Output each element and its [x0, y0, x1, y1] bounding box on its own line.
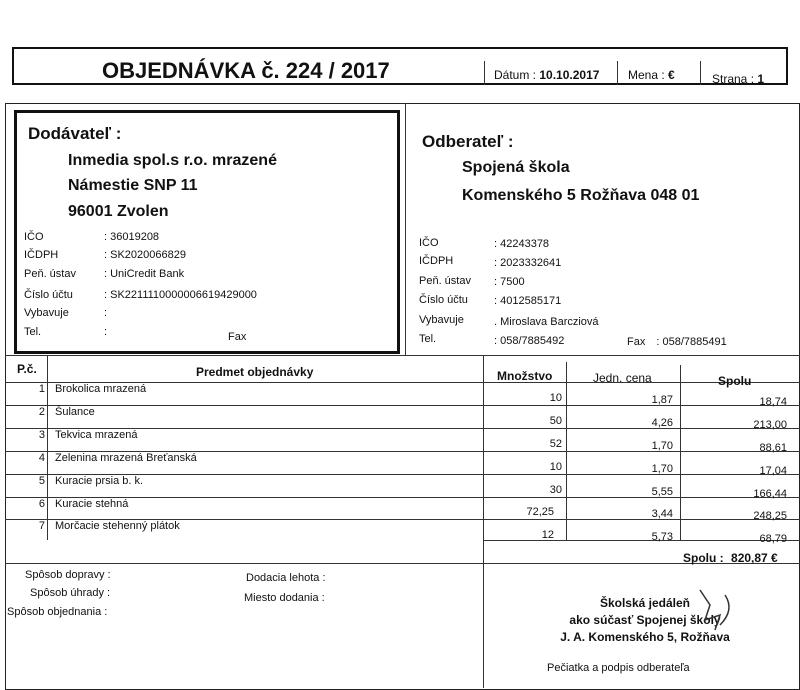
page-title: OBJEDNÁVKA č. 224 / 2017: [102, 58, 390, 83]
buyer-fax-label: Fax: [627, 336, 646, 348]
buyer-handler-label: Vybavuje: [419, 314, 464, 326]
supplier-handler-value: :: [104, 307, 108, 319]
stamp-caption: Pečiatka a podpis odberateľa: [547, 662, 690, 674]
supplier-city: 96001 Zvolen: [68, 203, 169, 220]
buyer-fax-value: : 058/7885491: [656, 336, 727, 348]
grand-total-label: Spolu :: [683, 551, 724, 565]
supplier-icdph-label: IČDPH: [24, 249, 59, 261]
stamp-line-2: ako súčasť Spojenej školy: [569, 613, 721, 627]
col-header-total: Spolu: [718, 374, 752, 388]
buyer-fax: [627, 336, 727, 348]
row-7-qty: 12: [541, 529, 554, 541]
supplier-phone-label: Tel.: [24, 326, 42, 338]
row-7-total: 68,79: [759, 533, 787, 545]
supplier-handler-label: Vybavuje: [24, 307, 69, 319]
buyer-phone-label: Tel.: [419, 333, 437, 345]
supplier-fax-label: Fax: [228, 331, 247, 343]
transport-method: Spôsob dopravy :: [25, 569, 111, 581]
row-1-qty: 10: [549, 392, 562, 404]
row-6-price: 3,44: [651, 508, 673, 520]
row-2-total: 213,00: [753, 419, 787, 431]
page-number-label: Strana :: [712, 72, 755, 86]
buyer-ico-value: : 42243378: [494, 238, 550, 250]
row-5-total: 166,44: [753, 488, 787, 500]
row-1-price: 1,87: [651, 394, 673, 406]
buyer-name: Spojená škola: [462, 159, 570, 176]
row-6-item: Kuracie stehná: [55, 498, 129, 510]
row-4-item: Zelenina mrazená Breťanská: [55, 452, 197, 464]
row-2-item: Šulance: [55, 406, 95, 418]
supplier-name: Inmedia spol.s r.o. mrazené: [68, 152, 277, 169]
grand-total: [683, 551, 778, 565]
row-1-item: Brokolica mrazená: [55, 383, 147, 395]
supplier-account-label: Číslo účtu: [24, 289, 73, 301]
buyer-phone-value: : 058/7885492: [494, 335, 565, 347]
row-7-num: 7: [38, 520, 45, 532]
buyer-bank-value: : 7500: [494, 276, 525, 288]
row-1-num: 1: [38, 383, 45, 395]
row-5-qty: 30: [549, 484, 562, 496]
row-4-total: 17,04: [759, 465, 787, 477]
currency-label: Mena :: [628, 68, 665, 82]
supplier-street: Námestie SNP 11: [68, 177, 198, 194]
delivery-place: Miesto dodania :: [244, 592, 325, 604]
supplier-box: [14, 110, 400, 354]
supplier-bank-value: : UniCredit Bank: [104, 268, 185, 280]
row-6-num: 6: [38, 498, 45, 510]
supplier-phone-value: :: [104, 326, 108, 338]
row-3-num: 3: [38, 429, 45, 441]
buyer-account-label: Číslo účtu: [419, 294, 468, 306]
stamp-line-3: J. A. Komenského 5, Rožňava: [560, 630, 730, 644]
row-7-item: Morčacie stehenný plátok: [55, 520, 180, 532]
row-2-num: 2: [38, 406, 45, 418]
row-2-price: 4,26: [651, 417, 673, 429]
row-3-qty: 52: [549, 438, 562, 450]
date-value: 10.10.2017: [539, 68, 600, 82]
row-3-price: 1,70: [651, 440, 673, 452]
row-6-qty: 72,25: [526, 506, 554, 518]
row-5-item: Kuracie prsia b. k.: [55, 475, 144, 487]
row-4-price: 1,70: [651, 463, 673, 475]
buyer-handler-value: . Miroslava Barcziová: [494, 316, 599, 328]
supplier-bank-label: Peň. ústav: [24, 268, 76, 280]
delivery-term: Dodacia lehota :: [246, 572, 326, 584]
buyer-bank-label: Peň. ústav: [419, 275, 471, 287]
col-header-item: Predmet objednávky: [196, 365, 314, 379]
buyer-icdph-value: : 2023332641: [494, 257, 562, 269]
date-field: [494, 68, 599, 82]
supplier-account-value: : SK2211110000006619429000: [104, 289, 257, 301]
supplier-heading: Dodávateľ :: [28, 124, 122, 143]
payment-method: Spôsob úhrady :: [30, 587, 111, 599]
row-7-price: 5,73: [651, 531, 673, 543]
date-label: Dátum :: [494, 68, 537, 82]
page-number-field: [712, 72, 764, 86]
row-4-num: 4: [38, 452, 45, 464]
signature-scribble: [690, 585, 750, 635]
col-header-qty: Množstvo: [497, 369, 553, 383]
currency-field: [628, 68, 675, 82]
grand-total-value: 820,87 €: [731, 551, 778, 565]
row-2-qty: 50: [549, 415, 562, 427]
order-method: Spôsob objednania :: [7, 606, 108, 618]
stamp-line-1: Školská jedáleň: [599, 596, 691, 610]
page-number-value: 1: [757, 72, 765, 86]
col-header-price: Jedn. cena: [593, 371, 652, 385]
row-1-total: 18,74: [759, 396, 787, 408]
buyer-icdph-label: IČDPH: [419, 255, 454, 267]
supplier-ico-value: : 36019208: [104, 231, 160, 243]
currency-value: €: [668, 68, 675, 82]
buyer-ico-label: IČO: [419, 237, 439, 249]
row-5-price: 5,55: [651, 486, 673, 498]
row-3-item: Tekvica mrazená: [55, 429, 138, 441]
supplier-icdph-value: : SK2020066829: [104, 249, 186, 261]
supplier-ico-label: IČO: [24, 231, 44, 243]
buyer-address: Komenského 5 Rožňava 048 01: [462, 187, 700, 204]
row-3-total: 88,61: [759, 442, 787, 454]
buyer-account-value: : 4012585171: [494, 295, 562, 307]
row-6-total: 248,25: [753, 510, 787, 522]
buyer-heading: Odberateľ :: [422, 132, 514, 151]
row-4-qty: 10: [549, 461, 562, 473]
row-5-num: 5: [38, 475, 45, 487]
col-header-num: P.č.: [17, 362, 37, 376]
